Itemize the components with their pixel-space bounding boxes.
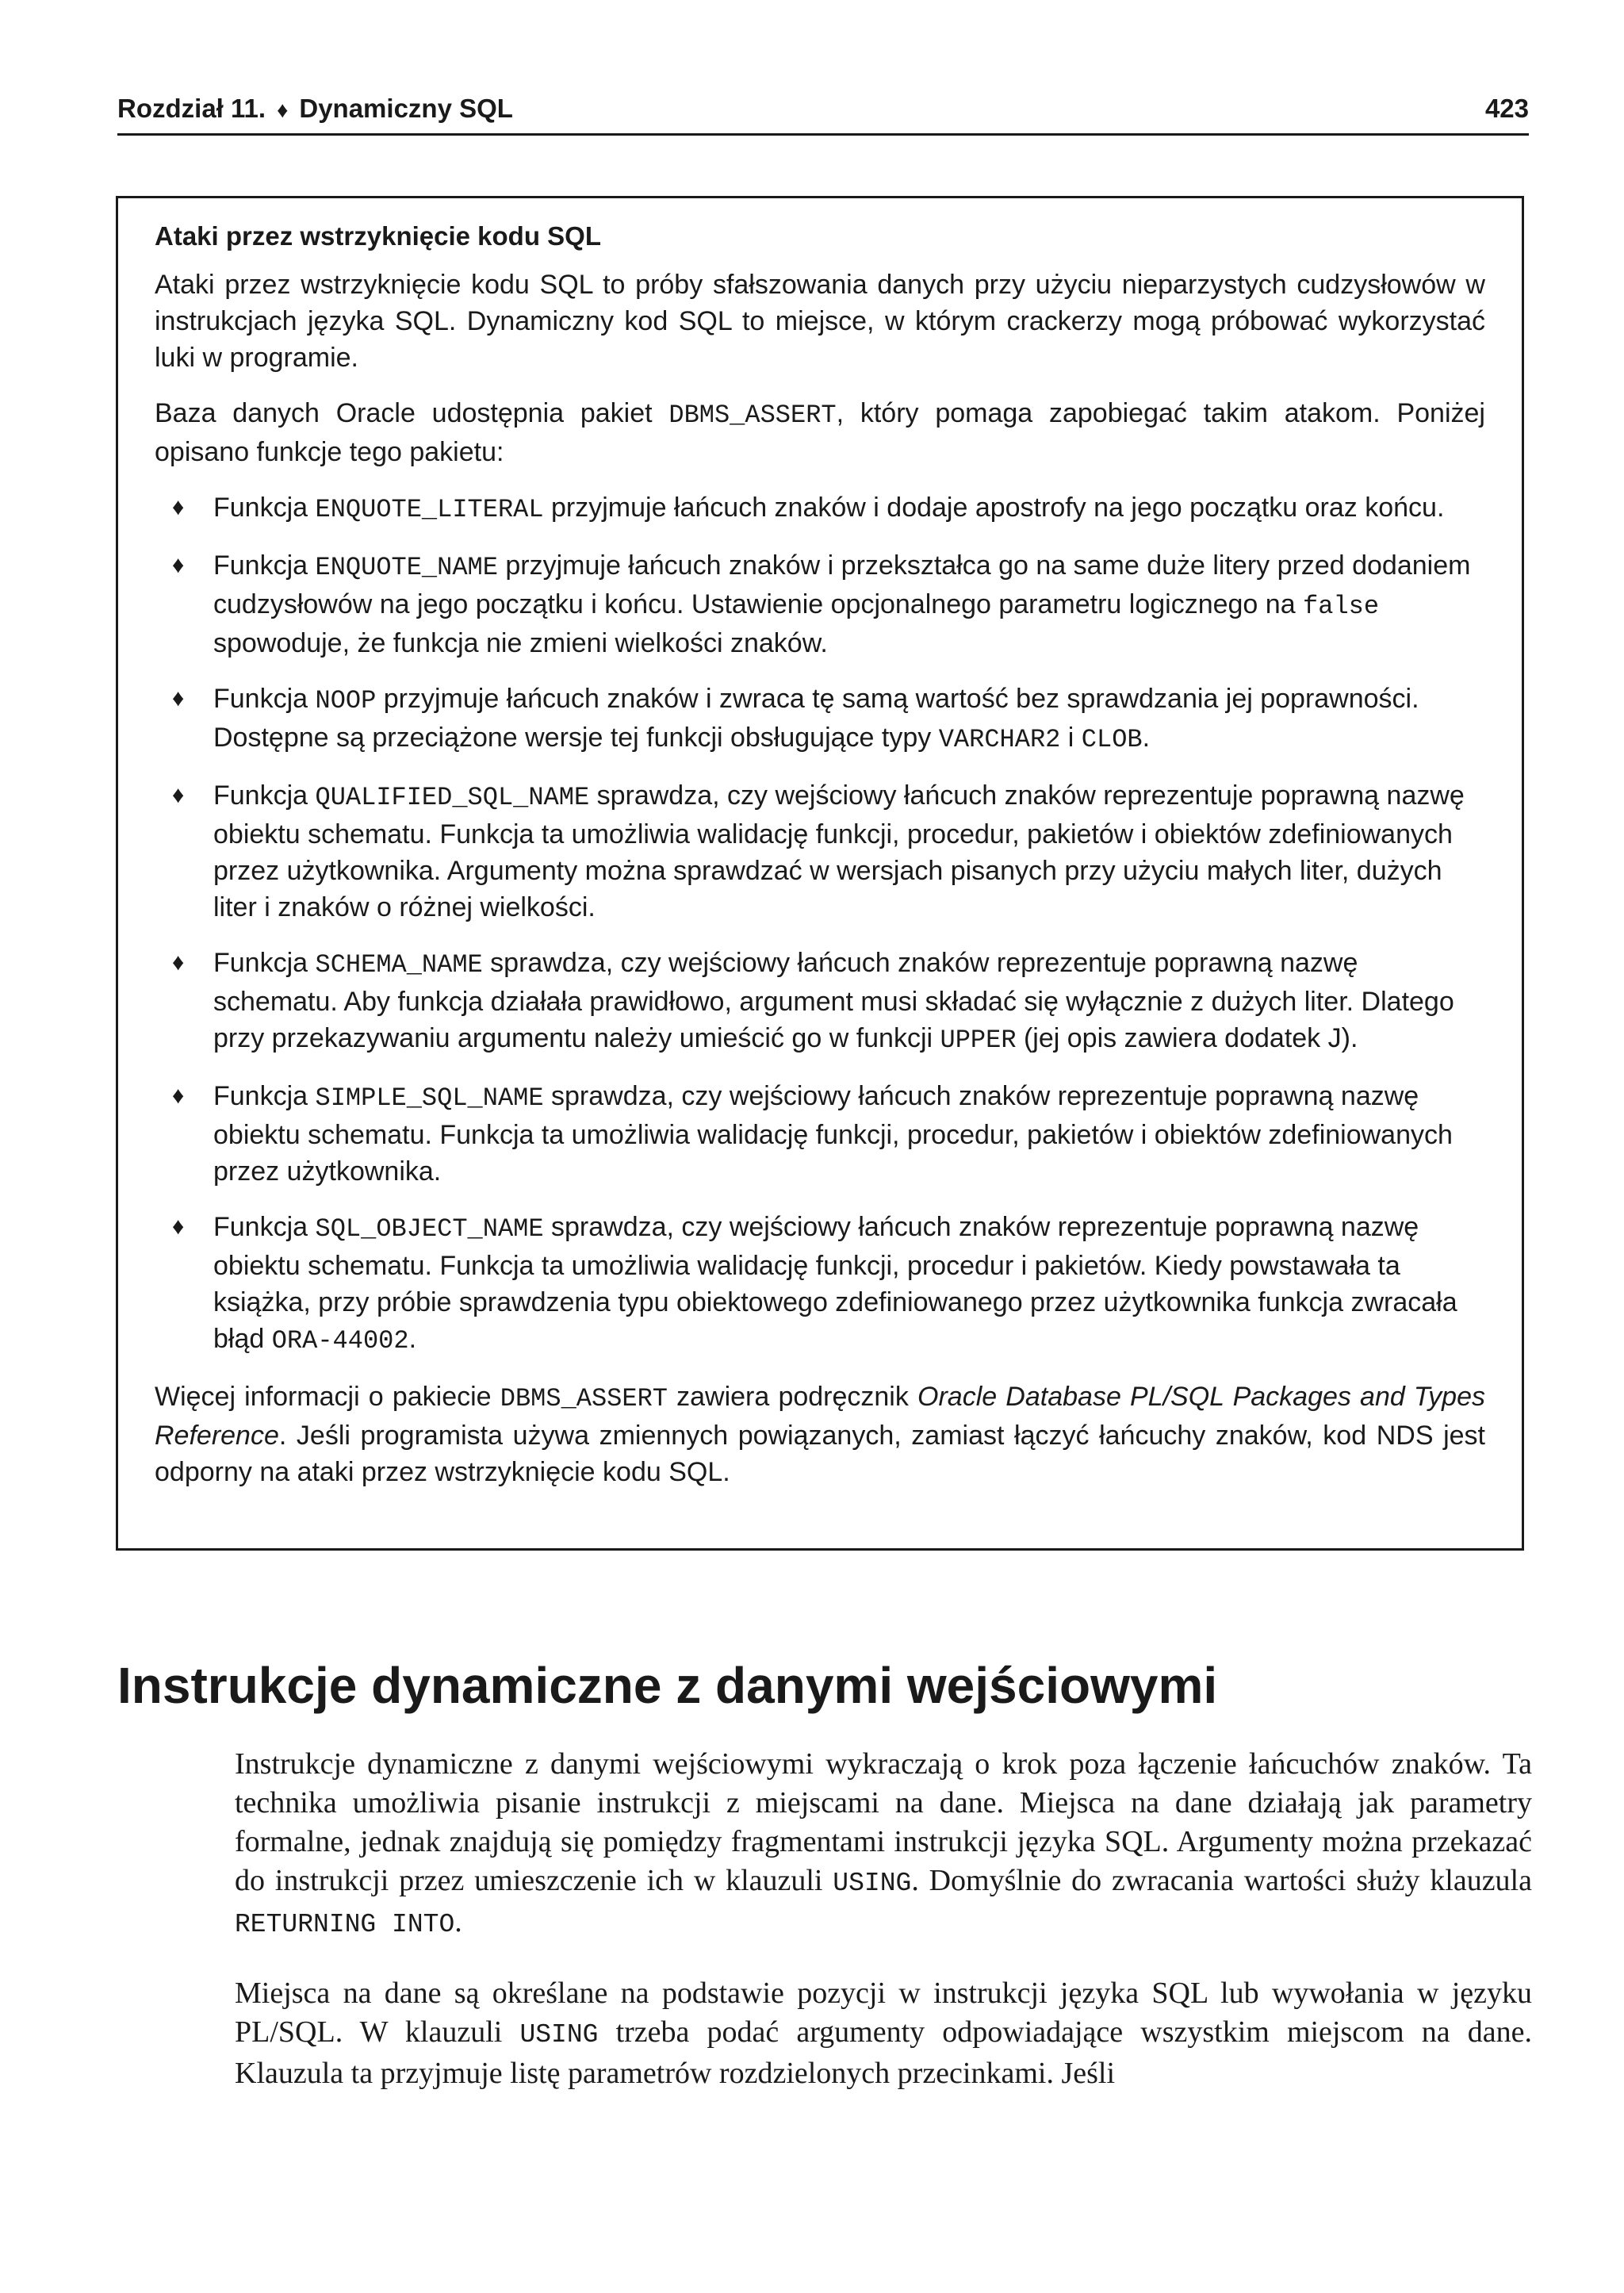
bullet-diamond-icon: ♦ <box>172 552 185 578</box>
text-run: Baza danych Oracle udostępnia pakiet <box>155 398 669 428</box>
text-run: i <box>1060 723 1082 753</box>
inline-code: DBMS_ASSERT <box>668 401 837 430</box>
text-run: . <box>408 1324 417 1354</box>
inline-code: ENQUOTE_NAME <box>315 553 498 582</box>
bullet-diamond-icon: ♦ <box>172 782 185 808</box>
chapter-title: Dynamiczny SQL <box>299 94 513 123</box>
text-run: przyjmuje łańcuch znaków i przekształca go na same duże litery przed dodaniem cudzysłowów na jego początku i końcu. Ustawienie opcjonalnego parametru logicznego na <box>213 550 1471 619</box>
list-item <box>155 681 1485 758</box>
text-run: Funkcja <box>213 550 316 581</box>
inline-code: ORA-44002 <box>271 1326 409 1355</box>
text-run: Funkcja <box>213 780 316 811</box>
running-header <box>117 94 1529 136</box>
inline-code: USING <box>833 1869 912 1898</box>
text-run: . Jeśli programista używa zmiennych powiązanych, zamiast łączyć łańcuchy znaków, kod NDS jest odporny na ataki przez wstrzyknięcie kodu SQL. <box>155 1421 1485 1487</box>
text-run: Funkcja <box>213 1081 316 1111</box>
list-item <box>155 547 1485 661</box>
inline-code: RETURNING INTO <box>235 1910 455 1939</box>
inline-code: DBMS_ASSERT <box>500 1384 668 1413</box>
text-run: sprawdza, czy wejściowy łańcuch znaków reprezentuje poprawną nazwę obiektu schematu. Funkcja ta umożliwia walidację funkcji, procedur, pakietów i obiektów zdefiniowanych przez użytkownika. <box>213 1081 1453 1187</box>
inline-code: SQL_OBJECT_NAME <box>315 1214 544 1244</box>
function-list <box>155 489 1485 1359</box>
sidebar-box <box>116 196 1524 1551</box>
bullet-diamond-icon: ♦ <box>172 685 185 711</box>
inline-code: UPPER <box>940 1026 1017 1055</box>
bullet-diamond-icon: ♦ <box>172 494 185 520</box>
inline-code: VARCHAR2 <box>938 725 1061 754</box>
page-number: 423 <box>1484 94 1529 123</box>
text-run: Instrukcje dynamiczne z danymi wejściowymi wykraczają o krok poza łączenie łańcuchów znaków. Ta technika umożliwia pisanie instrukcji z miejscami na dane. Miejsca na dane działają jak parametry formalne, jednak znajdują się pomiędzy fragmentami instrukcji języka SQL. Argumenty można przekazać do instrukcji przez umieszczenie ich w klauzuli <box>235 1747 1532 1897</box>
bullet-diamond-icon: ♦ <box>172 949 185 976</box>
inline-code: SCHEMA_NAME <box>315 950 483 980</box>
inline-code: QUALIFIED_SQL_NAME <box>315 783 590 812</box>
bullet-diamond-icon: ♦ <box>172 1083 185 1109</box>
inline-code: NOOP <box>315 686 377 715</box>
list-item <box>155 777 1485 926</box>
text-run: sprawdza, czy wejściowy łańcuch znaków reprezentuje poprawną nazwę obiektu schematu. Funkcja ta umożliwia walidację funkcji, procedur, pakietów i obiektów zdefiniowanych przez użytkownika. Argumenty można sprawdzać w wersjach pisanych przy użyciu małych liter, dużych liter i znaków o różnej wielkości. <box>213 780 1465 922</box>
inline-code: SIMPLE_SQL_NAME <box>315 1083 544 1113</box>
inline-code: USING <box>519 2020 599 2050</box>
list-item <box>155 945 1485 1059</box>
diamond-icon: ♦ <box>277 98 289 122</box>
text-run: trzeba podać argumenty odpowiadające wszystkim miejscom na dane. Klauzula ta przyjmuje listę parametrów rozdzielonych przecinkami. Jeśli <box>235 2015 1533 2090</box>
header-chapter <box>117 94 513 124</box>
text-run: (jej opis zawiera dodatek J). <box>1016 1023 1358 1053</box>
chapter-number: Rozdział 11. <box>117 94 266 123</box>
text-run: Miejsca na dane są określane na podstawie pozycji w instrukcji języka SQL lub wywołania w języku PL/SQL. W klauzuli <box>235 1977 1532 2049</box>
list-item <box>155 1209 1485 1359</box>
inline-code: false <box>1303 592 1380 621</box>
inline-code: ENQUOTE_LITERAL <box>315 495 544 524</box>
list-item <box>155 1078 1485 1190</box>
text-run: spowoduje, że funkcja nie zmieni wielkości znaków. <box>213 628 828 658</box>
body-paragraph-2 <box>235 1974 1532 2093</box>
list-item <box>155 489 1485 528</box>
section-heading: Instrukcje dynamiczne z danymi wejściowymi <box>117 1657 1218 1714</box>
text-run: Funkcja <box>213 948 316 978</box>
text-run: . Domyślnie do zwracania wartości służy klauzula <box>911 1864 1532 1897</box>
body-paragraph-1 <box>235 1745 1532 1944</box>
sidebar-paragraph-2 <box>155 395 1485 470</box>
bullet-diamond-icon: ♦ <box>172 1214 185 1240</box>
text-run: przyjmuje łańcuch znaków i dodaje apostrofy na jego początku oraz końcu. <box>543 493 1445 523</box>
text-run: Funkcja <box>213 1212 316 1242</box>
sidebar-paragraph-1: Ataki przez wstrzyknięcie kodu SQL to próby sfałszowania danych przy użyciu nieparzystych cudzysłowów w instrukcjach języka SQL. Dynamiczny kod SQL to miejsce, w którym crackerzy mogą próbować wykorzystać luki w programie. <box>155 270 1485 373</box>
text-run: , który pomaga zapobiegać takim atakom. Poniżej opisano funkcje tego pakietu: <box>155 398 1485 467</box>
sidebar-paragraph-3 <box>155 1378 1485 1490</box>
text-run: sprawdza, czy wejściowy łańcuch znaków reprezentuje poprawną nazwę obiektu schematu. Funkcja ta umożliwia walidację funkcji, procedur i pakietów. Kiedy powstawała ta książka, przy próbie sprawdzenia typu obiektowego zdefiniowanego przez użytkownika funkcja zwracała błąd <box>213 1212 1457 1354</box>
text-run: zawiera podręcznik <box>667 1382 918 1412</box>
text-run: sprawdza, czy wejściowy łańcuch znaków reprezentuje poprawną nazwę schematu. Aby funkcja działała prawidłowo, argument musi składać się wyłącznie z dużych liter. Dlatego przy przekazywaniu argumentu należy umieścić go w funkcji <box>213 948 1454 1053</box>
inline-code: CLOB <box>1081 725 1143 754</box>
text-run: Funkcja <box>213 684 316 714</box>
text-run: . <box>454 1905 462 1938</box>
sidebar-title: Ataki przez wstrzyknięcie kodu SQL <box>155 221 601 251</box>
text-run: . <box>1142 723 1151 753</box>
text-run: Funkcja <box>213 493 316 523</box>
body-text <box>235 1745 1532 2123</box>
text-run: Więcej informacji o pakiecie <box>155 1382 500 1412</box>
book-title: Oracle Database PL/SQL Packages and Types Reference <box>155 1382 1486 1451</box>
text-run: przyjmuje łańcuch znaków i zwraca tę samą wartość bez sprawdzania jej poprawności. Dostępne są przeciążone wersje tej funkcji obsługujące typy <box>213 684 1419 753</box>
